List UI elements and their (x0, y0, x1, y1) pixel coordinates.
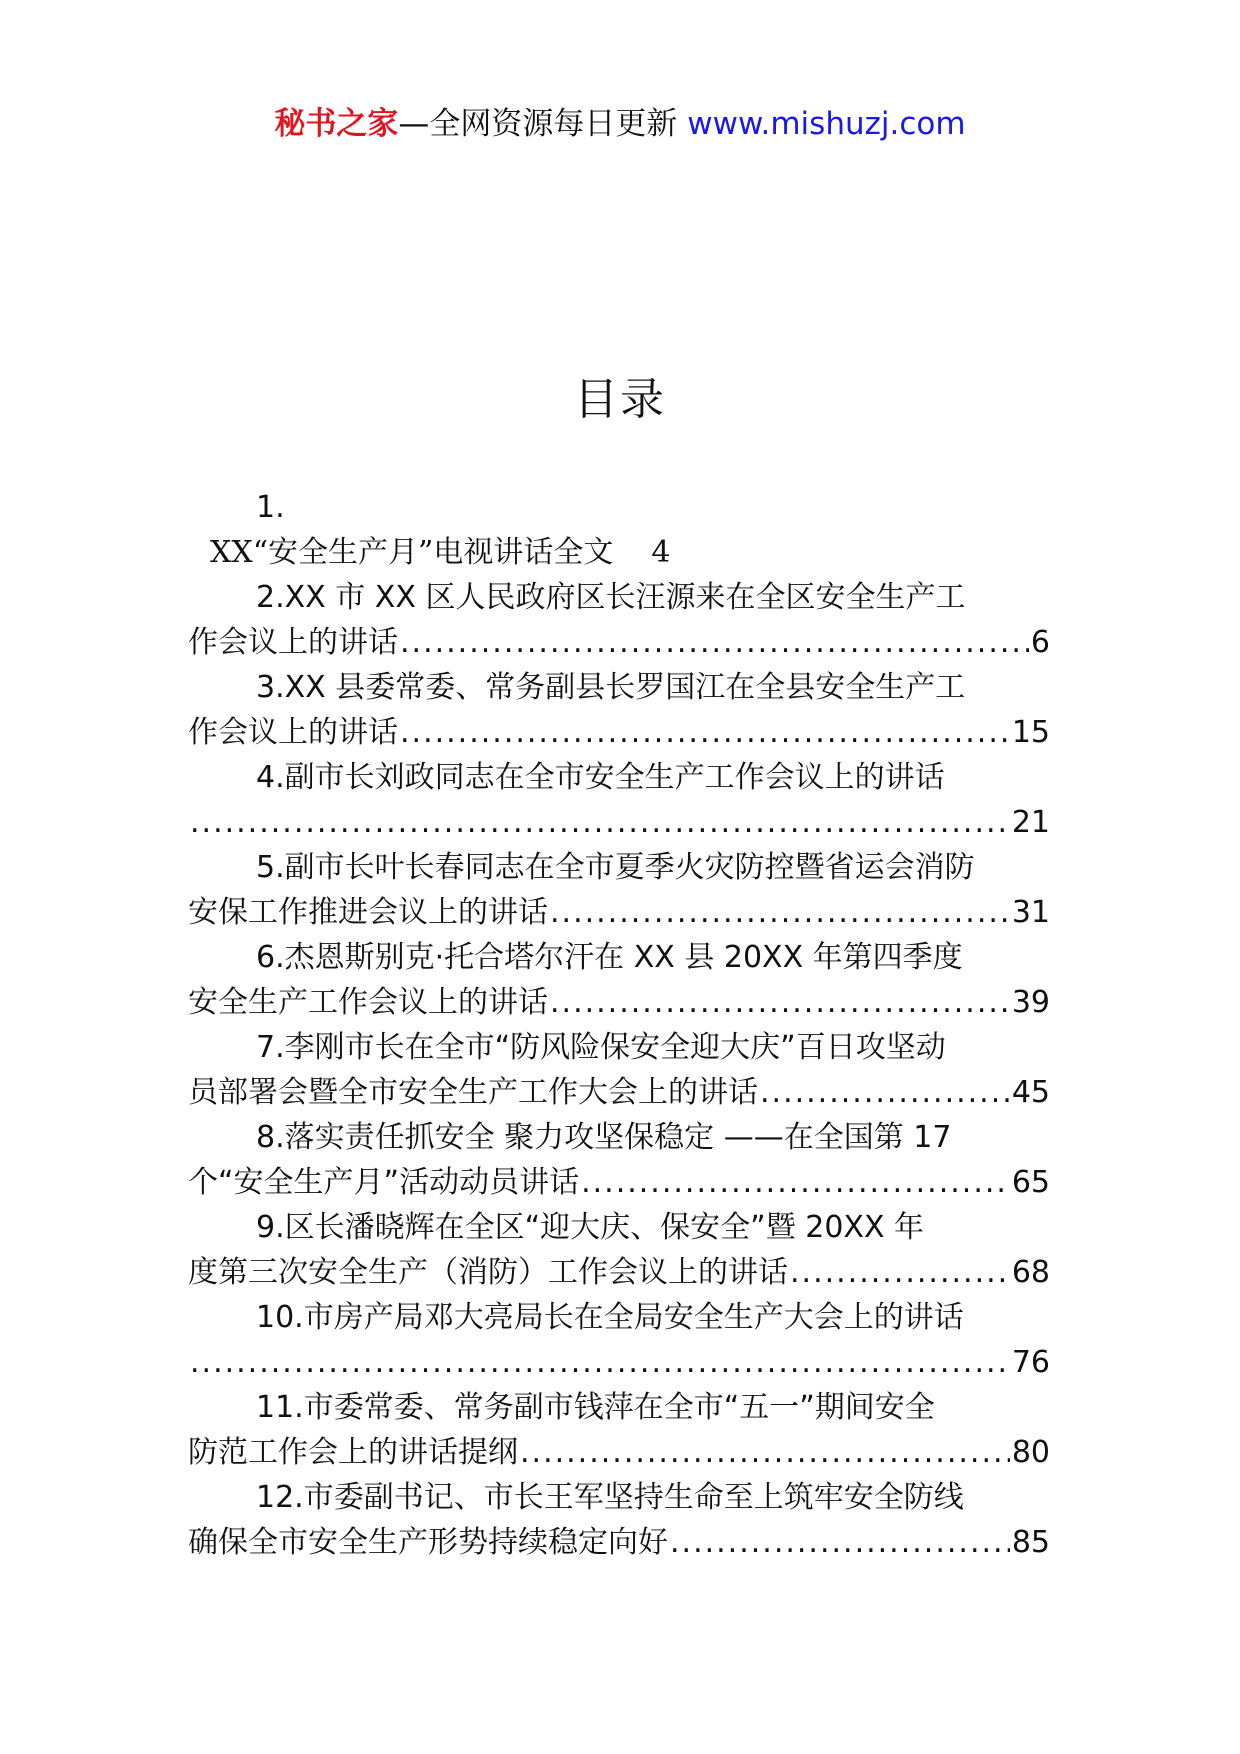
toc-entry-page: 65 (1011, 1165, 1050, 1200)
toc-entry-page: 31 (1011, 895, 1050, 930)
toc-entry-text: 度第三次安全生产（消防）工作会议上的讲话 (188, 1255, 788, 1290)
toc-entry-page: 39 (1011, 985, 1050, 1020)
leader-dots (190, 800, 1010, 845)
toc-entry-line2 (188, 1520, 1050, 1565)
toc-entry-line2 (188, 980, 1050, 1025)
leader-dots (190, 1340, 1010, 1385)
toc-entry[interactable] (188, 755, 1050, 845)
leader-dots (400, 710, 1010, 755)
toc-entry[interactable] (188, 1115, 1050, 1205)
toc-entry[interactable] (188, 845, 1050, 935)
toc-entry-page: 80 (1011, 1435, 1050, 1470)
toc-entry-page: 21 (1011, 805, 1050, 840)
toc-entry-line2 (188, 800, 1050, 845)
toc-entry[interactable] (188, 1295, 1050, 1385)
toc-entry[interactable] (188, 1025, 1050, 1115)
toc-entry-line1: 11.市委常委、常务副市钱萍在全市“五一”期间安全 (256, 1390, 935, 1425)
site-url-link[interactable]: www.mishuzj.com (687, 106, 966, 142)
leader-dots (581, 1160, 1010, 1205)
brand-name: 秘书之家 (274, 106, 399, 142)
toc-entry-line2 (188, 620, 1050, 665)
toc-entry-page: 85 (1011, 1525, 1050, 1560)
leader-dots (400, 620, 1029, 665)
toc-entry-line1: 7.李刚市长在全市“防风险保安全迎大庆”百日攻坚动 (256, 1030, 946, 1065)
toc-entry-page: 15 (1011, 715, 1050, 750)
toc-entry[interactable] (188, 1385, 1050, 1475)
toc-entry-page: 68 (1011, 1255, 1050, 1290)
toc-entry-line2 (188, 1250, 1050, 1295)
toc-entry-line1: 5.副市长叶长春同志在全市夏季火灾防控暨省运会消防 (256, 850, 975, 885)
table-of-contents (188, 485, 1050, 1565)
toc-entry-line1: 6.杰恩斯别克·托合塔尔汗在 XX 县 20XX 年第四季度 (256, 940, 963, 975)
leader-dots (550, 890, 1010, 935)
site-header (0, 104, 1240, 144)
toc-entry-line2 (188, 1430, 1050, 1475)
leader-dots (790, 1250, 1010, 1295)
toc-entry-line (188, 530, 1050, 575)
toc-entry-text: XX“安全生产月”电视讲话全文 (210, 535, 614, 570)
toc-entry-text: 个“安全生产月”活动动员讲话 (188, 1165, 580, 1200)
leader-dots (520, 1430, 1010, 1475)
toc-entry-text: 安保工作推进会议上的讲话 (188, 895, 548, 930)
toc-entry-page: 4 (651, 535, 671, 570)
toc-entry-page: 45 (1011, 1075, 1050, 1110)
toc-entry[interactable] (188, 575, 1050, 665)
toc-entry-line2 (188, 890, 1050, 935)
toc-entry-line1: 2.XX 市 XX 区人民政府区长汪源来在全区安全生产工 (256, 580, 966, 615)
toc-entry-line1: 10.市房产局邓大亮局长在全局安全生产大会上的讲话 (256, 1300, 964, 1335)
toc-entry-line2 (188, 710, 1050, 755)
toc-entry-line2 (188, 1340, 1050, 1385)
toc-entry-line1: 3.XX 县委常委、常务副县长罗国江在全县安全生产工 (256, 670, 966, 705)
toc-entry[interactable] (188, 935, 1050, 1025)
toc-entry-page: 76 (1011, 1345, 1050, 1380)
document-title: 目录 (574, 374, 666, 425)
toc-entry-text: 防范工作会上的讲话提纲 (188, 1435, 518, 1470)
leader-dots (760, 1070, 1010, 1115)
leader-dots (550, 980, 1010, 1025)
toc-entry-line2 (188, 1160, 1050, 1205)
toc-entry-text: 作会议上的讲话 (188, 625, 398, 660)
toc-entry[interactable] (188, 1205, 1050, 1295)
toc-entry-line1: 9.区长潘晓辉在全区“迎大庆、保安全”暨 20XX 年 (256, 1210, 925, 1245)
toc-entry-line1: 12.市委副书记、市长王军坚持生命至上筑牢安全防线 (256, 1480, 964, 1515)
leader-dots (670, 1520, 1010, 1565)
toc-entry-text: 确保全市安全生产形势持续稳定向好 (188, 1525, 668, 1560)
toc-entry-line2 (188, 1070, 1050, 1115)
toc-entry-text: 安全生产工作会议上的讲话 (188, 985, 548, 1020)
toc-entry-page: 6 (1030, 625, 1050, 660)
toc-entry[interactable] (188, 1475, 1050, 1565)
toc-entry-line1: 4.副市长刘政同志在全市安全生产工作会议上的讲话 (256, 760, 945, 795)
toc-entry-text: 作会议上的讲话 (188, 715, 398, 750)
toc-entry[interactable] (188, 665, 1050, 755)
toc-entry-line1: 8.落实责任抓安全 聚力攻坚保稳定 ——在全国第 17 (256, 1120, 952, 1155)
toc-entry[interactable] (188, 485, 1050, 575)
toc-entry-number: 1. (256, 490, 285, 525)
header-tagline: —全网资源每日更新 (398, 106, 688, 142)
toc-entry-text: 员部署会暨全市安全生产工作大会上的讲话 (188, 1075, 758, 1110)
